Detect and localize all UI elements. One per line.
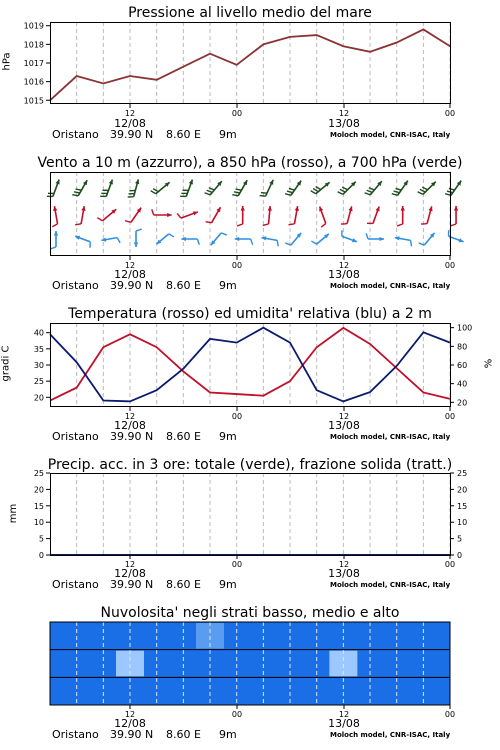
y-tick-label: 15	[33, 501, 44, 511]
station-alt: 9m	[219, 578, 237, 591]
station-lon: 8.60 E	[166, 128, 201, 141]
station-alt: 9m	[219, 728, 237, 741]
x-tick-label: 00	[444, 109, 456, 118]
cloud-title: Nuvolosita' negli strati basso, medio e alto	[100, 605, 400, 621]
x-tick-label: 12	[124, 261, 136, 270]
model-credit: Moloch model, CNR-ISAC, Italy	[330, 282, 451, 290]
y-tick-label: 30	[33, 361, 44, 370]
station-lat: 39.90 N	[110, 728, 154, 741]
y2-tick-label: 60	[457, 361, 468, 370]
x-date-label: 13/08	[328, 567, 360, 580]
humidity-ylabel: %	[483, 358, 495, 369]
x-tick-label: 00	[444, 261, 456, 270]
temp-title: Temperatura (rosso) ed umidita' relativa (blu) a 2 m	[68, 306, 432, 322]
x-tick-label: 12	[338, 560, 350, 569]
model-credit: Moloch model, CNR-ISAC, Italy	[330, 731, 451, 739]
x-date-label: 12/08	[114, 419, 146, 432]
x-tick-label: 00	[444, 412, 456, 421]
x-tick-label: 00	[231, 412, 243, 421]
temp-ylabel: gradi C	[0, 345, 12, 382]
station-alt: 9m	[219, 430, 237, 443]
station-lat: 39.90 N	[110, 128, 154, 141]
y2-tick-label: 80	[457, 342, 468, 352]
y-tick-label: 20	[33, 393, 44, 403]
model-credit: Moloch model, CNR-ISAC, Italy	[330, 433, 451, 441]
station-lat: 39.90 N	[110, 578, 154, 591]
y2-tick-label: 20	[457, 398, 468, 408]
y2-tick-label: 15	[457, 501, 468, 511]
y-tick-label: 40	[33, 328, 44, 338]
x-date-label: 12/08	[114, 268, 146, 281]
y-tick-label: 25	[33, 469, 44, 478]
x-tick-label: 12	[338, 412, 350, 421]
y-tick-label: 1019	[23, 21, 44, 31]
x-date-label: 13/08	[328, 419, 360, 432]
y2-tick-label: 0	[457, 551, 463, 560]
x-tick-label: 12	[338, 710, 350, 719]
station-lon: 8.60 E	[166, 578, 201, 591]
station-name: Oristano	[52, 430, 99, 443]
x-date-label: 13/08	[328, 268, 360, 281]
station-alt: 9m	[219, 279, 237, 292]
pressure-title: Pressione al livello medio del mare	[128, 5, 372, 21]
y-tick-label: 1016	[23, 77, 44, 87]
x-tick-label: 00	[231, 261, 243, 270]
x-date-label: 13/08	[328, 117, 360, 130]
precip-ylabel: mm	[8, 503, 20, 524]
y2-tick-label: 5	[457, 534, 463, 544]
x-tick-label: 00	[444, 560, 456, 569]
model-credit: Moloch model, CNR-ISAC, Italy	[330, 581, 451, 589]
x-tick-label: 00	[231, 560, 243, 569]
x-date-label: 13/08	[328, 717, 360, 730]
x-tick-label: 12	[124, 710, 136, 719]
y2-tick-label: 100	[457, 323, 473, 333]
y-tick-label: 25	[33, 377, 44, 387]
cloud-background	[50, 622, 450, 705]
y2-tick-label: 40	[457, 379, 468, 389]
x-date-label: 12/08	[114, 567, 146, 580]
x-tick-label: 00	[231, 109, 243, 118]
x-date-label: 12/08	[114, 117, 146, 130]
station-lon: 8.60 E	[166, 279, 201, 292]
y-tick-label: 20	[33, 485, 44, 495]
x-tick-label: 12	[124, 412, 136, 421]
x-tick-label: 00	[231, 710, 243, 719]
station-lon: 8.60 E	[166, 430, 201, 443]
station-lat: 39.90 N	[110, 430, 154, 443]
y-tick-label: 10	[33, 518, 44, 528]
station-name: Oristano	[52, 578, 99, 591]
y-tick-label: 1017	[23, 59, 44, 68]
station-name: Oristano	[52, 279, 99, 292]
station-alt: 9m	[219, 128, 237, 141]
wind-title: Vento a 10 m (azzurro), a 850 hPa (rosso), a 700 hPa (verde)	[37, 155, 463, 171]
x-tick-label: 12	[124, 109, 136, 118]
pressure-ylabel: hPa	[1, 52, 13, 71]
x-tick-label: 00	[444, 710, 456, 719]
x-tick-label: 12	[338, 109, 350, 118]
y2-tick-label: 25	[457, 469, 468, 478]
y-tick-label: 0	[38, 551, 44, 560]
y-tick-label: 1015	[23, 96, 44, 106]
precip-title: Precip. acc. in 3 ore: totale (verde), frazione solida (tratt.)	[47, 457, 453, 473]
model-credit: Moloch model, CNR-ISAC, Italy	[330, 131, 451, 139]
station-lat: 39.90 N	[110, 279, 154, 292]
y2-tick-label: 10	[457, 518, 468, 528]
y2-tick-label: 20	[457, 485, 468, 495]
station-name: Oristano	[52, 728, 99, 741]
x-date-label: 12/08	[114, 717, 146, 730]
y-tick-label: 1018	[23, 40, 44, 50]
y-tick-label: 5	[38, 534, 44, 544]
y-tick-label: 35	[33, 344, 44, 354]
station-lon: 8.60 E	[166, 728, 201, 741]
x-tick-label: 12	[338, 261, 350, 270]
x-tick-label: 12	[124, 560, 136, 569]
station-name: Oristano	[52, 128, 99, 141]
